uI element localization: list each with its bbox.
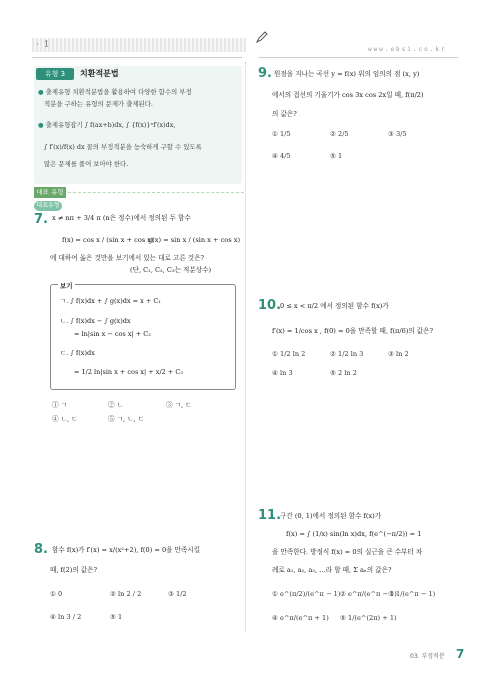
- formula: f′(x) = 1/cos x , f(0) = 0을 만족할 때, f(π/6)의 값은?: [272, 327, 434, 335]
- question-number: 11.: [258, 508, 282, 523]
- question-number: 8.: [34, 542, 48, 557]
- box-line: ● 출제유형잡기 ∫ f(ax+b)dx, ∫ {f(x)}ⁿf′(x)dx,: [38, 121, 176, 129]
- answer-choice[interactable]: ③ 3/5: [388, 130, 407, 138]
- answer-choice[interactable]: ② ln 2 / 2: [110, 590, 142, 598]
- answer-choice[interactable]: ① 0: [50, 590, 63, 598]
- question-text: 을 만족한다. 방정식 f(x) = 0의 실근을 큰 수부터 차: [272, 548, 423, 556]
- box-line: ● 출제유형 치환적분법을 활용하여 다양한 함수의 부정: [38, 88, 192, 96]
- question-text: x ≠ nπ + 3/4 π (n은 정수)에서 정의된 두 함수: [52, 214, 191, 222]
- answer-choice[interactable]: ④ ㄴ, ㄷ: [52, 415, 78, 423]
- question-text: 구간 (0, 1)에서 정의된 함수 f(x)가: [280, 512, 382, 520]
- answer-choice[interactable]: ② 1/2 ln 3: [330, 350, 364, 358]
- question-number: 9.: [258, 66, 272, 81]
- pencil-icon: [255, 30, 269, 44]
- bogi-item: ㄴ. ∫ f(x)dx − ∫ g(x)dx: [60, 317, 131, 325]
- divider: [258, 57, 458, 58]
- column-divider: [245, 62, 246, 632]
- answer-choice[interactable]: ② ㄴ: [108, 401, 124, 409]
- answer-choice[interactable]: ④ e^π/(e^π + 1): [272, 614, 329, 622]
- question-text: 의 값은?: [272, 110, 297, 118]
- bullet-icon: ●: [38, 88, 46, 96]
- question-text: 때, f(2)의 값은?: [50, 566, 98, 574]
- section-badge: 대표 유형: [34, 187, 66, 198]
- page-marker: · 1: [36, 40, 51, 50]
- box-line: 적분을 구하는 유형의 문제가 출제된다.: [44, 100, 153, 108]
- bogi-item: ㄷ. ∫ f(x)dx: [60, 349, 95, 357]
- header-band: [32, 38, 246, 52]
- page-number: 7: [456, 647, 465, 661]
- box-line: 많은 문제를 풀어 보아야 한다.: [44, 160, 129, 168]
- answer-choice[interactable]: ② e^π/(e^π − 1): [340, 590, 397, 598]
- answer-choice[interactable]: ⑤ 1/(e^(2π) + 1): [340, 614, 397, 622]
- question-text: 례로 a₁, a₂, a₃, …라 할 때, Σ aₙ의 값은?: [272, 566, 392, 574]
- answer-choice[interactable]: ③ ㄱ, ㄷ: [166, 401, 192, 409]
- bullet-icon: ●: [38, 121, 46, 129]
- formula: f(x) = cos x / (sin x + cos x): [62, 236, 154, 244]
- answer-choice[interactable]: ③ ln 2: [388, 350, 409, 358]
- answer-choice[interactable]: ⑤ 2 ln 2: [330, 369, 357, 377]
- answer-choice[interactable]: ④ ln 3: [272, 369, 293, 377]
- type-badge: 유형 3: [36, 68, 74, 80]
- answer-choice[interactable]: ④ 4/5: [272, 152, 291, 160]
- answer-choice[interactable]: ① ㄱ: [52, 401, 68, 409]
- answer-choice[interactable]: ⑤ 1: [110, 613, 123, 621]
- question-text: 에서의 접선의 기울기가 cos 3x cos 2x일 때, f(π/2): [272, 91, 424, 99]
- answer-choice[interactable]: ③ 1/2: [168, 590, 187, 598]
- formula: g(x) = sin x / (sin x + cos x): [148, 236, 241, 244]
- answer-choice[interactable]: ⑤ ㄱ, ㄴ, ㄷ: [108, 415, 145, 423]
- answer-choice[interactable]: ③ 1/(e^π − 1): [388, 590, 436, 598]
- footer-section: 03. 부정적분: [410, 653, 445, 660]
- bogi-label: 보기: [60, 282, 73, 290]
- formula: f(x) = ∫ (1/x) sin(ln x)dx, f(e^(−π/2)) = 1: [286, 530, 422, 538]
- question-note: (단, C₁, C₂, C₃는 적분상수): [130, 266, 212, 274]
- question-text: 원점을 지나는 곡선 y = f(x) 위의 임의의 점 (x, y): [274, 70, 420, 78]
- section-divider: [68, 192, 244, 194]
- box-line: ∫ f′(x)/f(x) dx 꼴의 부정적분을 능숙하게 구할 수 있도록: [44, 143, 202, 151]
- bogi-item: = ln|sin x − cos x| + C₂: [74, 330, 151, 338]
- answer-choice[interactable]: ⑤ 1: [330, 152, 343, 160]
- question-text: 에 대하여 옳은 것만을 보기에서 있는 대로 고른 것은?: [50, 254, 205, 262]
- divider: [32, 57, 242, 58]
- answer-choice[interactable]: ④ ln 3 / 2: [50, 613, 82, 621]
- site-url: www.ebsi.co.kr: [368, 46, 447, 53]
- bogi-item: ㄱ. ∫ f(x)dx + ∫ g(x)dx = x + C₁: [60, 297, 161, 305]
- question-number: 10.: [258, 298, 282, 313]
- answer-choice[interactable]: ① e^(π/2)/(e^π − 1): [272, 590, 341, 598]
- answer-choice[interactable]: ① 1/5: [272, 130, 291, 138]
- answer-choice[interactable]: ② 2/5: [330, 130, 349, 138]
- question-tag: 대표유형: [34, 201, 62, 211]
- bogi-item: = 1/2 ln|sin x + cos x| + x/2 + C₃: [74, 368, 183, 376]
- type-title: 치환적분법: [80, 69, 119, 78]
- question-number: 7.: [34, 212, 48, 227]
- question-text: 함수 f(x)가 f′(x) = x/(x²+2), f(0) = 0을 만족시킬: [52, 546, 201, 554]
- answer-choice[interactable]: ① 1/2 ln 2: [272, 350, 306, 358]
- question-text: 0 ≤ x < π/2 에서 정의된 함수 f(x)가: [280, 302, 389, 310]
